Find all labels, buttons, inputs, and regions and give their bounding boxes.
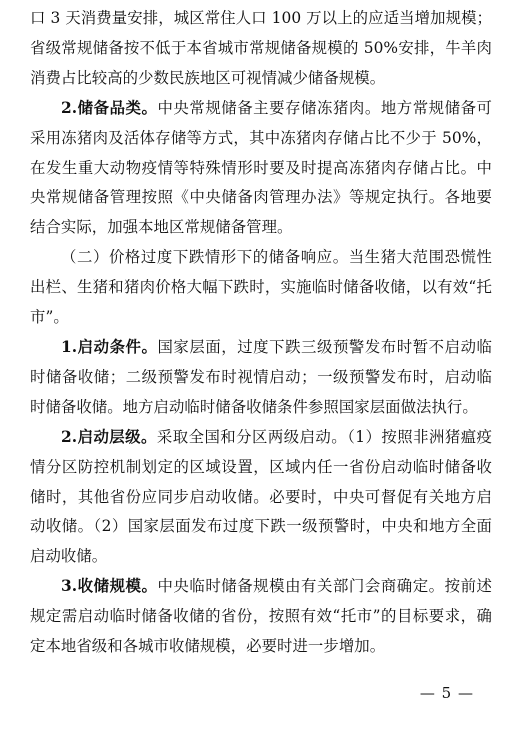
paragraph-text: 国家层面，过度下跌三级预警发布时暂不启动临时储备收储；二级预警发布时视情启动；一级预警发布时，启动临时储备收储。地方启动临时储备收储条件参照国家层面做法执行。 [30,337,492,416]
paragraph-text: 中央常规储备主要存储冻猪肉。地方常规储备可采用冻猪肉及活体存储等方式，其中冻猪肉存储占比不少于 50%，在发生重大动物疫情等特殊情形时要及时提高冻猪肉存储占比。中央常规储备管理按照《中央储备肉管理办法》等规定执行。各地要结合实际，加强本地区常规储备管理。 [30,98,492,237]
paragraph-text: 采取全国和分区两级启动。（1）按照非洲猪瘟疫情分区防控机制划定的区域设置，区域内任一省份启动临时储备收储时，其他省份应同步启动收储。必要时，中央可督促有关地方启动收储。（2）国家层面发布过度下跌一级预警时，中央和地方全面启动收储。 [30,427,492,566]
page-number: — 5 — [419,684,474,702]
section-heading: 2.储备品类。 [61,98,158,117]
paragraph-storage-volume [30,572,492,662]
paragraph-storage-category [30,94,492,244]
paragraph-trigger-conditions [30,333,492,423]
paragraph-storage-scale-continued [30,4,492,94]
document-body [30,4,492,662]
section-heading: 2.启动层级。 [61,427,157,446]
paragraph-text: （二）价格过度下跌情形下的储备响应。当生猪大范围恐慌性出栏、生猪和猪肉价格大幅下跌时，实施临时储备收储，以有效“托市”。 [30,248,492,327]
paragraph-trigger-levels [30,423,492,573]
section-heading: 3.收储规模。 [61,577,158,596]
section-heading: 1.启动条件。 [61,337,158,356]
paragraph-price-drop-response [30,243,492,333]
paragraph-text: 口 3 天消费量安排，城区常住人口 100 万以上的应适当增加规模；省级常规储备按不低于本省城市常规储备规模的 50%安排，牛羊肉消费占比较高的少数民族地区可视情减少储备规模。 [30,9,492,87]
paragraph-text: 中央临时储备规模由有关部门会商确定。按前述规定需启动临时储备收储的省份，按照有效“托市”的目标要求，确定本地省级和各城市收储规模，必要时进一步增加。 [30,577,492,656]
